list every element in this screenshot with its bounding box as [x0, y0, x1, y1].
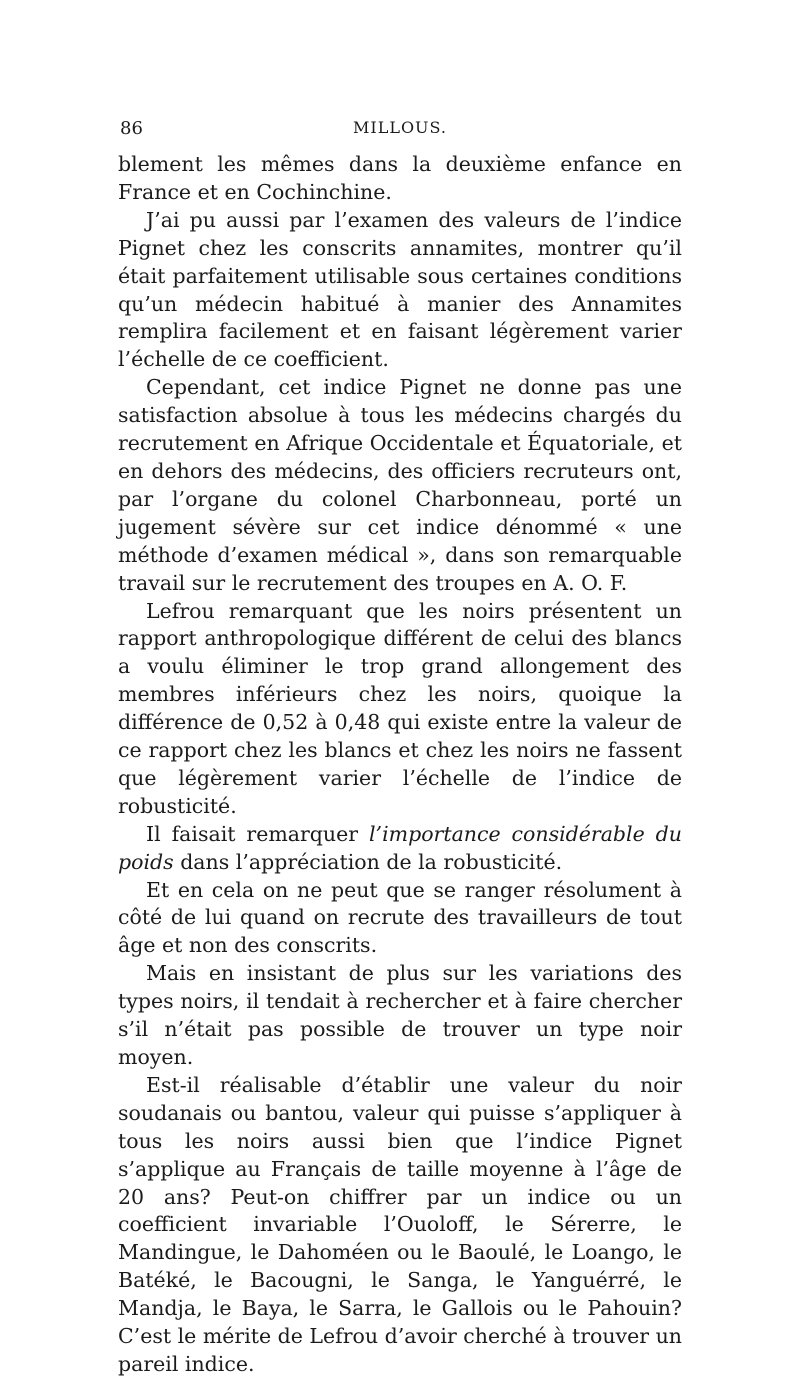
paragraph: Et en cela on ne peut que se ranger résolument à côté de lui quand on recrute des travailleurs de tout âge et non des conscrits. — [118, 877, 682, 958]
emphasized-phrase: l’importance considérable du poids — [118, 821, 682, 874]
paragraph: Lefrou remarquant que les noirs présentent un rapport anthropologique différent de celui des blancs a voulu éliminer le trop grand allongement des membres inférieurs chez les noirs, quoique la différence de 0,52 à 0,48 qui existe entre la valeur de ce rapport chez les blancs et chez les noirs ne fassent que légèrement varier l’échelle de l’indice de robusticité. — [118, 598, 682, 818]
page-header — [120, 118, 680, 142]
paragraph: blement les mêmes dans la deuxième enfance en France et en Cochinchine. — [118, 152, 682, 204]
running-title: MILLOUS. — [352, 118, 448, 137]
paragraph-text: Il faisait remarquer — [146, 821, 369, 846]
body-text — [118, 151, 682, 1379]
paragraph: J’ai pu aussi par l’examen des valeurs de l’indice Pignet chez les conscrits annamites, montrer qu’il était parfaitement utilisable sous certaines conditions qu’un médecin habitué à manier des Annamites remplira facilement et en faisant légèrement varier l’échelle de ce coefficient. — [118, 207, 682, 372]
paragraph: Est-il réalisable d’établir une valeur du noir soudanais ou bantou, valeur qui puisse s’appliquer à tous les noirs aussi bien que l’indice Pignet s’applique au Français de taille moyenne à l’âge de 20 ans? Peut-on chiffrer par un indice ou un coefficient invariable l’Ouoloff, le Sérerre, le Mandingue, le Dahoméen ou le Baoulé, le Loango, le Batéké, le Bacougni, le Sanga, le Yanguérré, le Mandja, le Baya, le Sarra, le Gallois ou le Pahouin? C’est le mérite de Lefrou d’avoir cherché à trouver un pareil indice. — [118, 1072, 682, 1376]
page-number: 86 — [120, 118, 143, 139]
paragraph — [118, 821, 682, 877]
paragraph-text: dans l’appréciation de la robusticité. — [173, 849, 563, 874]
paragraph: Mais en insistant de plus sur les variations des types noirs, il tendait à rechercher et à faire chercher s’il n’était pas possible de trouver un type noir moyen. — [118, 961, 682, 1069]
paragraph: Cependant, cet indice Pignet ne donne pas une satisfaction absolue à tous les médecins chargés du recrutement en Afrique Occidentale et Équatoriale, et en dehors des médecins, des officiers recruteurs ont, par l’organe du colonel Charbonneau, porté un jugement sévère sur cet indice dénommé « une méthode d’examen médical », dans son remarquable travail sur le recrutement des troupes en A. O. F. — [118, 375, 682, 595]
